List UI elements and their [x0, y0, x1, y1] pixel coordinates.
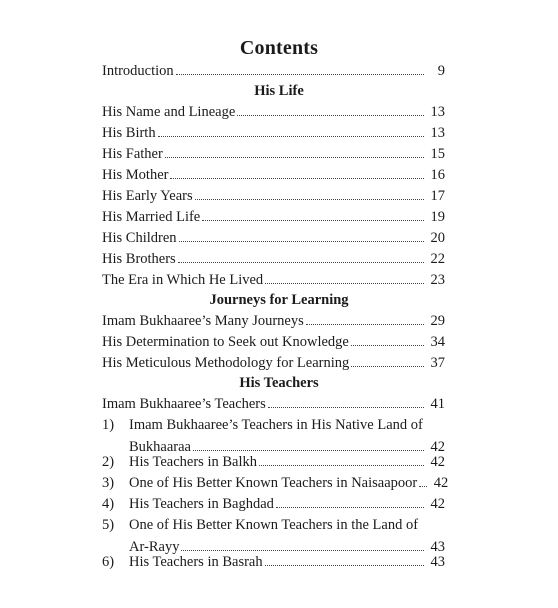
dot-leader	[176, 73, 424, 75]
dot-leader	[265, 282, 424, 284]
toc-entry	[102, 124, 445, 142]
toc-page-number: 13	[430, 104, 445, 120]
toc-entry	[102, 395, 445, 413]
dot-leader	[179, 240, 424, 242]
toc-numbered-entry	[102, 495, 445, 513]
toc-entry-label: The Era in Which He Lived	[102, 272, 264, 288]
entry-number: 6)	[102, 554, 115, 570]
dot-leader	[265, 564, 424, 566]
toc-page-number: 37	[430, 355, 445, 371]
toc-entry	[102, 103, 445, 121]
dot-leader	[419, 485, 427, 487]
section-heading-journeys: Journeys for Learning	[209, 292, 349, 308]
toc-page-number: 42	[430, 439, 445, 455]
toc-entry-label: His Teachers in Balkh	[129, 454, 257, 470]
entry-number: 4)	[102, 496, 115, 512]
toc-entry	[102, 333, 445, 351]
toc-page-number: 9	[437, 63, 445, 79]
toc-entry	[102, 354, 445, 372]
section-heading-his-teachers: His Teachers	[239, 375, 319, 391]
toc-entry-label-line2: Bukhaaraa	[129, 439, 191, 455]
toc-page-number: 29	[430, 313, 445, 329]
toc-entry-label-line1: One of His Better Known Teachers in the Land of	[129, 517, 419, 533]
toc-page-number: 20	[430, 230, 445, 246]
dot-leader	[276, 506, 424, 508]
toc-numbered-entry	[102, 553, 445, 571]
page-title: Contents	[239, 37, 319, 59]
toc-numbered-entry	[102, 474, 449, 492]
toc-entry-label: His Children	[102, 230, 177, 246]
dot-leader	[351, 365, 424, 367]
dot-leader	[158, 135, 424, 137]
toc-entry-label-line2: Ar-Rayy	[129, 539, 180, 555]
toc-page-number: 17	[430, 188, 445, 204]
toc-entry-label: Introduction	[102, 63, 174, 79]
toc-entry	[102, 187, 445, 205]
toc-page-number: 43	[430, 539, 445, 555]
dot-leader	[178, 261, 424, 263]
toc-entry-label-line1: Imam Bukhaaree’s Teachers in His Native Land of	[129, 417, 423, 433]
dot-leader	[306, 323, 424, 325]
toc-entry-label: His Brothers	[102, 251, 176, 267]
toc-entry-row	[129, 474, 449, 492]
toc-entry-label: His Meticulous Methodology for Learning	[102, 355, 350, 371]
dot-leader	[237, 114, 424, 116]
toc-entry-label: His Mother	[102, 167, 169, 183]
toc-entry-label: His Name and Lineage	[102, 104, 236, 120]
toc-page-number: 42	[433, 475, 449, 491]
toc-entry-label: His Determination to Seek out Knowledge	[102, 334, 349, 350]
toc-page-number: 41	[430, 396, 445, 412]
toc-page-number: 16	[430, 167, 445, 183]
toc-entry-row	[129, 453, 445, 471]
toc-entry-row	[129, 495, 445, 513]
toc-entry-label: His Early Years	[102, 188, 193, 204]
toc-page-number: 23	[430, 272, 445, 288]
toc-entry	[102, 271, 445, 289]
dot-leader	[268, 406, 424, 408]
toc-numbered-entry	[102, 416, 445, 456]
toc-entry-label: His Birth	[102, 125, 156, 141]
toc-entry-label: His Teachers in Basrah	[129, 554, 263, 570]
dot-leader	[193, 449, 424, 451]
entry-number: 3)	[102, 475, 115, 491]
toc-page-number: 42	[430, 496, 445, 512]
toc-page-number: 42	[430, 454, 445, 470]
toc-page-number: 19	[430, 209, 445, 225]
toc-page-number: 22	[430, 251, 445, 267]
toc-page-number: 43	[430, 554, 445, 570]
entry-number: 1)	[102, 417, 115, 433]
toc-entry	[102, 166, 445, 184]
toc-entry-row	[129, 553, 445, 571]
toc-entry	[102, 229, 445, 247]
dot-leader	[165, 156, 424, 158]
entry-number: 5)	[102, 517, 115, 533]
toc-entry-label: Imam Bukhaaree’s Teachers	[102, 396, 266, 412]
toc-entry-label: Imam Bukhaaree’s Many Journeys	[102, 313, 304, 329]
toc-entry-introduction	[102, 62, 445, 80]
dot-leader	[181, 549, 424, 551]
section-heading-his-life: His Life	[254, 83, 304, 99]
dot-leader	[170, 177, 424, 179]
toc-entry-label: His Married Life	[102, 209, 201, 225]
dot-leader	[195, 198, 424, 200]
toc-entry	[102, 250, 445, 268]
toc-page-number: 34	[430, 334, 445, 350]
toc-entry	[102, 208, 445, 226]
dot-leader	[351, 344, 424, 346]
toc-entry	[102, 145, 445, 163]
toc-entry-label: His Father	[102, 146, 163, 162]
toc-entry-label: His Teachers in Baghdad	[129, 496, 274, 512]
dot-leader	[259, 464, 424, 466]
toc-numbered-entry	[102, 516, 445, 556]
toc-page-number: 13	[430, 125, 445, 141]
toc-numbered-entry	[102, 453, 445, 471]
toc-entry	[102, 312, 445, 330]
dot-leader	[202, 219, 424, 221]
entry-number: 2)	[102, 454, 115, 470]
toc-entry-label: One of His Better Known Teachers in Naisaapoor	[129, 475, 418, 491]
toc-page-number: 15	[430, 146, 445, 162]
